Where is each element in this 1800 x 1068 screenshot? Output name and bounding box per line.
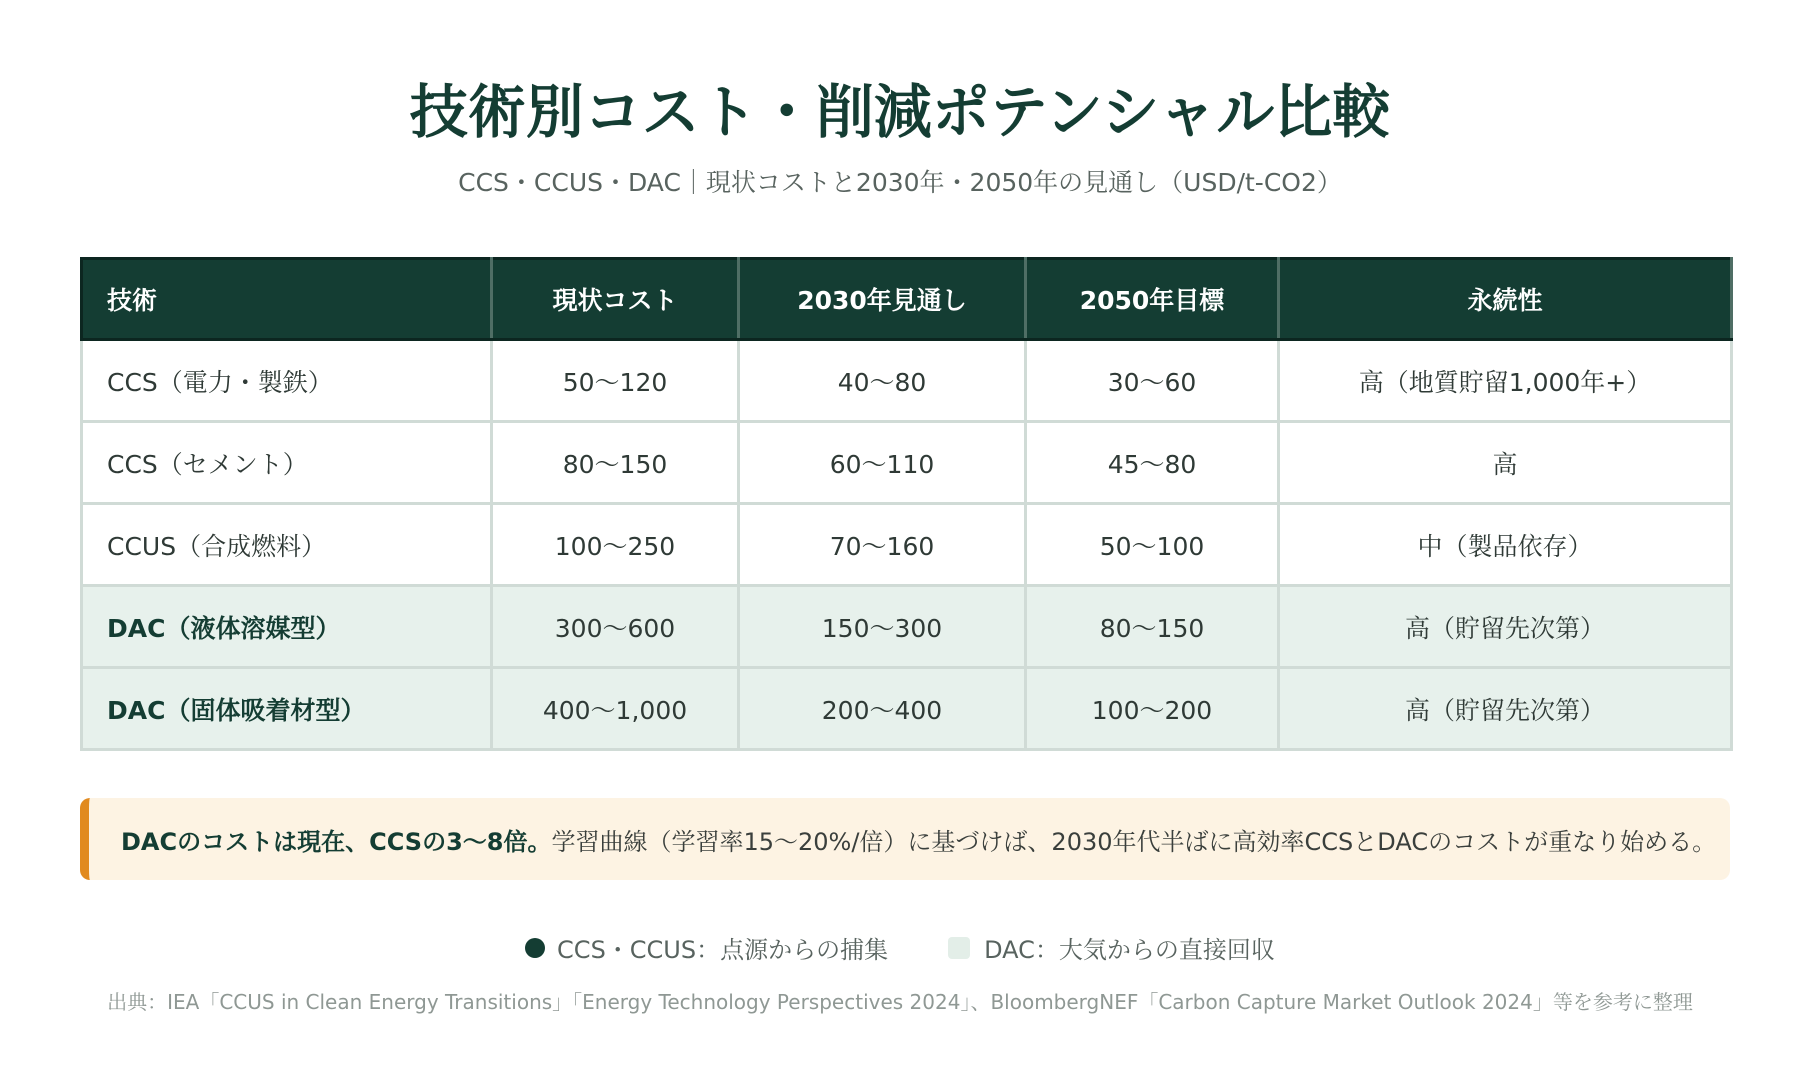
cell-current-cost: 400〜1,000 (492, 668, 739, 750)
cell-permanence: 高 (1279, 422, 1732, 504)
cell-2030-outlook: 200〜400 (739, 668, 1026, 750)
cell-2030-outlook: 40〜80 (739, 340, 1026, 422)
note-text: 学習曲線（学習率15〜20%/倍）に基づけば、2030年代半ばに高効率CCSとDACのコストが重なり始める。 (551, 827, 1717, 856)
cell-2030-outlook: 60〜110 (739, 422, 1026, 504)
note-highlight: DACのコストは現在、CCSの3〜8倍。 (121, 827, 552, 856)
table-row (82, 422, 1732, 504)
cell-permanence: 高（貯留先次第） (1279, 586, 1732, 668)
header-tech: 技術 (82, 259, 492, 340)
legend-item-dac (948, 930, 1275, 965)
cell-tech: CCS（電力・製鉄） (82, 340, 492, 422)
cell-2030-outlook: 70〜160 (739, 504, 1026, 586)
cell-2050-target: 30〜60 (1026, 340, 1279, 422)
cell-2050-target: 100〜200 (1026, 668, 1279, 750)
header-permanence: 永続性 (1279, 259, 1732, 340)
cell-tech: DAC（固体吸着材型） (82, 668, 492, 750)
page-subtitle: CCS・CCUS・DAC｜現状コストと2030年・2050年の見通し（USD/t-CO2） (458, 168, 1342, 197)
table-row (82, 586, 1732, 668)
table-row (82, 504, 1732, 586)
page-title: 技術別コスト・削減ポテンシャル比較 (409, 78, 1391, 146)
cell-permanence: 高（地質貯留1,000年+） (1279, 340, 1732, 422)
cell-current-cost: 50〜120 (492, 340, 739, 422)
header-2050-target: 2050年目標 (1026, 259, 1279, 340)
cell-2050-target: 45〜80 (1026, 422, 1279, 504)
cell-tech: CCUS（合成燃料） (82, 504, 492, 586)
key-insight-note (80, 798, 1730, 880)
legend (0, 930, 1800, 965)
cell-permanence: 高（貯留先次第） (1279, 668, 1732, 750)
table-header-row (82, 259, 1732, 340)
cell-current-cost: 100〜250 (492, 504, 739, 586)
legend-item-ccs (525, 930, 888, 965)
legend-swatch-icon (948, 937, 970, 959)
cell-current-cost: 80〜150 (492, 422, 739, 504)
header-2030-outlook: 2030年見通し (739, 259, 1026, 340)
cell-2050-target: 80〜150 (1026, 586, 1279, 668)
source-citation: 出典：IEA「CCUS in Clean Energy Transitions」「Energy Technology Perspectives 2024」、BloombergNEF「Carbon Capture Market Outlook 2024」等を参考に整理 (107, 990, 1693, 1014)
legend-dot-icon (525, 938, 545, 958)
comparison-table (80, 257, 1733, 751)
legend-label: DAC：大気からの直接回収 (984, 936, 1275, 964)
table-row (82, 668, 1732, 750)
cell-tech: CCS（セメント） (82, 422, 492, 504)
cell-2050-target: 50〜100 (1026, 504, 1279, 586)
cell-2030-outlook: 150〜300 (739, 586, 1026, 668)
cell-permanence: 中（製品依存） (1279, 504, 1732, 586)
cell-tech: DAC（液体溶媒型） (82, 586, 492, 668)
table-row (82, 340, 1732, 422)
header-current-cost: 現状コスト (492, 259, 739, 340)
cell-current-cost: 300〜600 (492, 586, 739, 668)
legend-label: CCS・CCUS：点源からの捕集 (557, 936, 889, 964)
